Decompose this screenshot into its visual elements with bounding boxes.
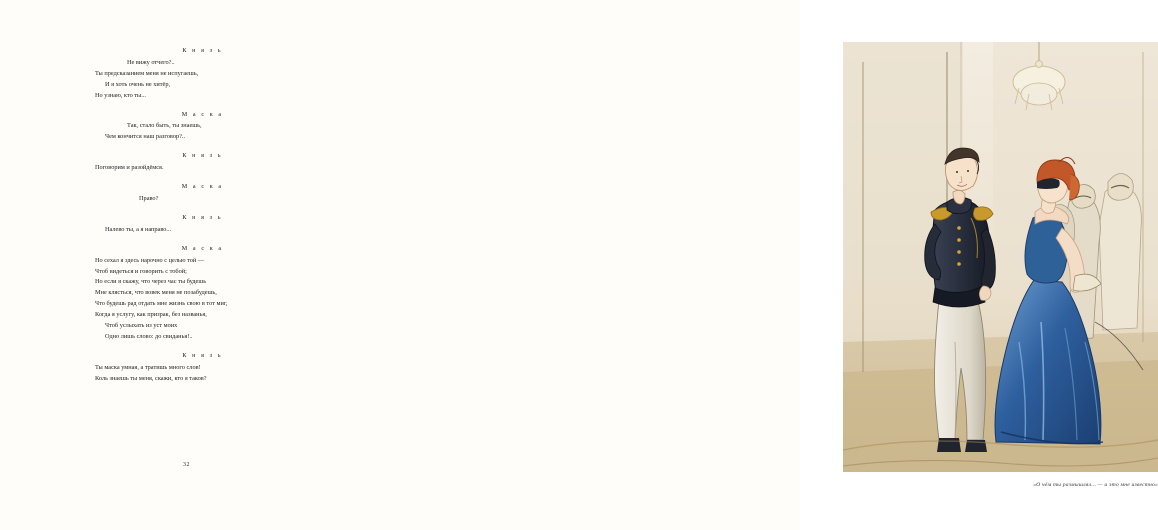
speaker-heading: К н я з ь bbox=[182, 352, 223, 359]
verse-line: Одно лишь слово: до свиданья!.. bbox=[105, 332, 193, 340]
verse-line: Но сехал я здесь нарочно с целью той — bbox=[95, 256, 205, 264]
speaker-heading: М а с к а bbox=[181, 111, 224, 118]
verse-line: Ты предсказанием меня не испугаешь, bbox=[95, 69, 199, 77]
verse-line: Чтоб услыхать из уст моих bbox=[105, 322, 178, 330]
verse-line: Так, стало быть, ты знаешь, bbox=[127, 122, 202, 130]
verse-line: Коль знаешь ты меня, скажи, кто я таков? bbox=[95, 374, 207, 382]
speaker-heading: К н я з ь bbox=[182, 214, 223, 221]
verse-line: Налево ты, а я направо... bbox=[105, 225, 172, 233]
verse-line: Чтоб видеться и говорить с тобой; bbox=[95, 267, 187, 275]
verse-line: Не вижу отчего?.. bbox=[127, 58, 175, 66]
verse-line: Чем кончится наш разговор?.. bbox=[105, 133, 186, 141]
page-folio: 32 bbox=[183, 462, 190, 468]
verse-line: Поговорим и разойдёмся. bbox=[95, 164, 164, 172]
speaker-heading: К н я з ь bbox=[182, 48, 223, 54]
illustration-caption: «О чём ты размышлял... — и это мне известно» bbox=[1033, 482, 1158, 488]
left-page bbox=[0, 0, 400, 530]
verse-line: И я хоть очень не хитёр, bbox=[105, 80, 171, 88]
verse-line: Мне клясться, что вовек меня не позабудешь, bbox=[95, 289, 217, 297]
verse-line: Но узнаю, кто ты... bbox=[95, 91, 146, 99]
verse-line: Что будешь рад отдать мне жизнь свою в тот миг, bbox=[95, 300, 228, 308]
verse-line: Когда я услугу, как призрак, без названья, bbox=[95, 311, 207, 319]
verse-block bbox=[95, 46, 310, 385]
right-page bbox=[400, 0, 1158, 530]
speaker-heading: М а с к а bbox=[181, 184, 224, 191]
verse-line: Но если я скажу, что через час ты будешь bbox=[95, 278, 207, 286]
verse-line: Ты маска умная, а тратишь много слов! bbox=[95, 363, 201, 371]
speaker-heading: М а с к а bbox=[181, 245, 224, 252]
masquerade-ball-illustration bbox=[843, 42, 1158, 472]
speaker-heading: К н я з ь bbox=[182, 153, 223, 160]
verse-line: Право? bbox=[139, 194, 159, 202]
